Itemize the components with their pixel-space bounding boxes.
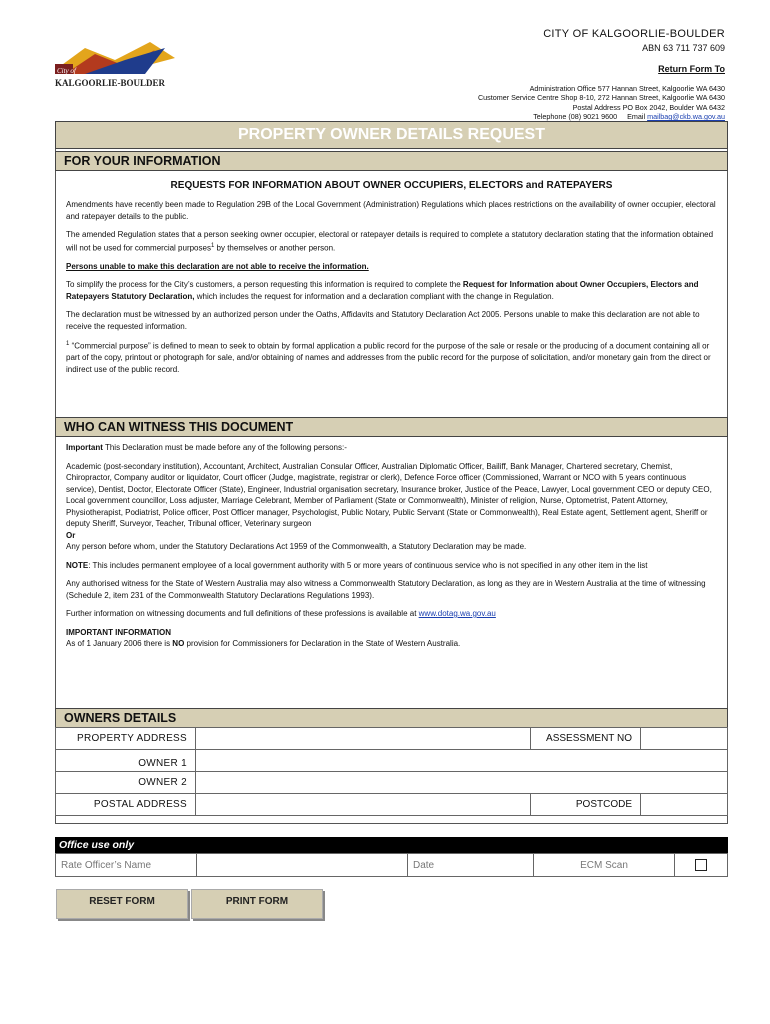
info-heading: FOR YOUR INFORMATION	[55, 151, 728, 171]
info-warning: Persons unable to make this declaration are not able to receive the information.	[66, 261, 369, 271]
further-info: Further information on witnessing documents and full definitions of these professions is available at www.dotag.wa.gov.au	[66, 609, 496, 618]
info-paragraph: The declaration must be witnessed by an authorized person under the Oaths, Affidavits and Statutory Declaration Act 2005. Persons unable to make this declaration are not able to receive the requested information.	[66, 310, 700, 331]
email-label: Email	[627, 112, 646, 122]
email-link[interactable]: mailbag@ckb.wa.gov.au	[647, 112, 725, 122]
office-use-heading: Office use only	[55, 837, 728, 853]
print-form-button[interactable]: PRINT FORM	[191, 889, 323, 919]
footnote: $^1$ “Commercial purpose” is defined to mean to seek to obtain by formal application a public record for the purpose of the sale or resale or the producing of a document containing all or part of the copy, printout or photograph for sale, and/or obtaining of names and addresses from the public record for the purpose of solicitation, and/or monetary gain from the direct or indirect use of the public record.	[66, 341, 711, 374]
owners-heading: OWNERS DETAILS	[55, 708, 728, 728]
owner1-label: OWNER 1	[56, 750, 196, 772]
office-use-section	[55, 837, 728, 877]
owner2-field[interactable]	[196, 772, 728, 794]
owner1-field[interactable]	[196, 750, 728, 772]
rate-officer-field[interactable]	[197, 854, 408, 877]
return-form-to: Return Form To	[658, 64, 725, 74]
address-line: Postal Address PO Box 2042, Boulder WA 6432	[572, 102, 725, 112]
abn: ABN 63 711 737 609	[642, 43, 725, 53]
ecm-scan-label: ECM Scan	[534, 854, 675, 877]
info-paragraph: The amended Regulation states that a person seeking owner occupier, electoral or ratepayer details is required to complete a statutory declaration stating that the information obtained will not be used for commercial purposes$^1$ by themselves or another person.	[66, 230, 714, 253]
witness-body	[66, 442, 716, 657]
reset-form-button[interactable]: RESET FORM	[56, 889, 188, 919]
telephone: Telephone (08) 9021 9600	[533, 112, 618, 122]
owner2-label: OWNER 2	[56, 772, 196, 794]
property-address-field[interactable]	[196, 728, 531, 750]
page-title: PROPERTY OWNER DETAILS REQUEST	[55, 121, 728, 149]
assessment-no-label: ASSESSMENT NO	[531, 728, 641, 750]
or-label: Or	[66, 530, 76, 540]
city-logo	[55, 40, 205, 90]
info-body	[66, 199, 716, 382]
postcode-label: POSTCODE	[531, 794, 641, 816]
important-info-label: IMPORTANT INFORMATION	[66, 627, 172, 637]
any-person: Any person before whom, under the Statutory Declarations Act 1959 of the Commonwealth, a Statutory Declaration may be made.	[66, 542, 527, 551]
postal-address-label: POSTAL ADDRESS	[56, 794, 196, 816]
info-paragraph: Amendments have recently been made to Regulation 29B of the Local Government (Administration) Regulations which places restrictions on the availability of owner occupier, electoral and ratepayer details to the public.	[66, 200, 716, 221]
contact-address	[478, 84, 725, 122]
ecm-scan-checkbox[interactable]	[695, 859, 707, 871]
rate-officer-label: Rate Officer’s Name	[56, 854, 197, 877]
owners-table	[55, 727, 728, 816]
note: NOTE: This includes permanent employee of a local government authority with 5 or more years of continuous service who is not specified in any other item in the list	[66, 560, 648, 570]
assessment-no-field[interactable]	[641, 728, 728, 750]
date-label: Date	[408, 854, 534, 877]
witness-heading: WHO CAN WITNESS THIS DOCUMENT	[55, 417, 728, 437]
important-info: As of 1 January 2006 there is NO provision for Commissioners for Declaration in the State of Western Australia.	[66, 639, 461, 648]
info-paragraph: To simplify the process for the City’s customers, a person requesting this information is required to complete the Request for Information about Owner Occupiers, Electors and Ratepayers Statutory Declaration, which includes the request for information and a declaration compliant with the change in Regulation.	[66, 280, 699, 301]
org-name: CITY OF KALGOORLIE-BOULDER	[543, 28, 725, 40]
authorised-witness: Any authorised witness for the State of Western Australia may also witness a Commonwealth Statutory Declaration, as long as they are in Western Australia at the time of witnessing (Schedule 2, item 231 of the Commonwealth Statutory Declarations Regulations 1993).	[66, 579, 706, 600]
address-line: Administration Office 577 Hannan Street, Kalgoorlie WA 6430	[529, 84, 725, 93]
postal-address-field[interactable]	[196, 794, 531, 816]
important-line: Important This Declaration must be made before any of the following persons:-	[66, 443, 347, 452]
logo-top-text: City of	[57, 67, 76, 75]
witness-list: Academic (post-secondary institution), Accountant, Architect, Australian Consular Officer, Australian Diplomatic Officer, Bailiff, Bank Manager, Chartered secretary, Chemist, Chiropractor, Company auditor or liquidator, Court officer (Judge, magistrate, registrar or clerk), Defence Force officer (Commissioned, Warrant or NCO with 5 years continuous service), Dentist, Doctor, Electorate Officer (State), Engineer, Industrial organisation secretary, Insurance broker, Justice of the Peace, Lawyer, Local government CEO or deputy CEO, Local government councillor, Loss adjuster, Marriage Celebrant, Member of Parliament (State or Commonwealth), Minister of religion, Nurse, Optometrist, Patent Attorney, Physiotherapist, Podiatrist, Police officer, Post Officer manager, Psychologist, Public Notary, Public Servant (State or Commonwealth), Real Estate agent, Settlement agent, Sheriff or deputy Sheriff, Surveyor, Teacher, Tribunal officer, Veterinary surgeon	[66, 461, 712, 528]
address-line: Customer Service Centre Shop 8-10, 272 Hannan Street, Kalgoorlie WA 6430	[477, 93, 725, 103]
postcode-field[interactable]	[641, 794, 728, 816]
logo-text: KALGOORLIE-BOULDER	[55, 78, 166, 88]
property-address-label: PROPERTY ADDRESS	[56, 728, 196, 750]
info-subheading: REQUESTS FOR INFORMATION ABOUT OWNER OCCUPIERS, ELECTORS and RATEPAYERS	[170, 180, 613, 191]
dotag-link[interactable]: www.dotag.wa.gov.au	[418, 609, 496, 618]
